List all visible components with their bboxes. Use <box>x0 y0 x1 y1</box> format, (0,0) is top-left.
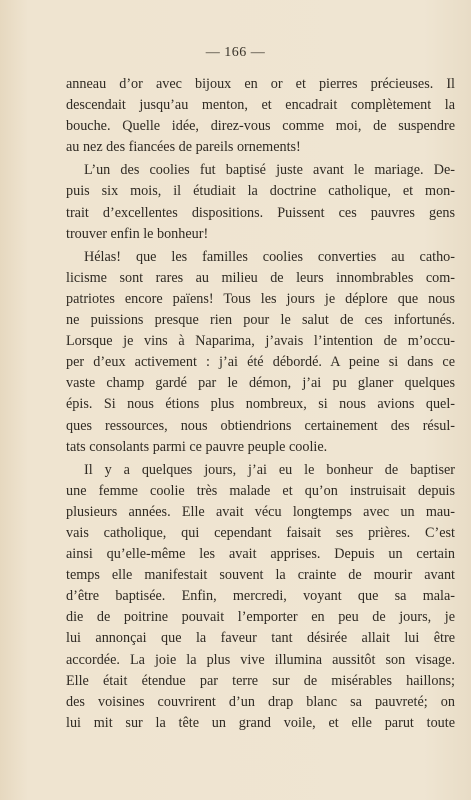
text-line: ainsi qu’elle-même les avait apprises. Depuis un certain <box>66 546 455 563</box>
text-line: accordée. La joie la plus vive illumina aussitôt son visage. <box>66 651 455 668</box>
text-line: tats consolants parmi ce pauvre peuple coolie. <box>66 438 328 455</box>
text-line: trait d’excellentes dispositions. Puissent ces pauvres gens <box>66 204 455 221</box>
paragraph <box>66 160 455 244</box>
text-line: au nez des fiancées de pareils ornements! <box>66 139 301 156</box>
text-line: Il y a quelques jours, j’ai eu le bonheur de baptiser <box>84 461 455 478</box>
paragraph <box>66 247 455 458</box>
paragraph <box>66 460 455 734</box>
text-line: lui annonçai que la faveur tant désirée allait lui être <box>66 630 455 647</box>
text-line: trouver enfin le bonheur! <box>66 225 209 242</box>
text-line: puis six mois, il étudiait la doctrine catholique, et mon- <box>66 183 455 200</box>
text-line: Hélas! que les familles coolies converties au catho- <box>84 248 455 265</box>
text-line: Elle était étendue par terre sur de misérables haillons; <box>66 672 455 689</box>
text-line: vais catholique, qui cependant faisait ses prières. C’est <box>66 524 455 541</box>
text-line: temps elle manifestait souvent la crainte de mourir avant <box>66 567 455 584</box>
paragraph <box>66 74 455 158</box>
text-line: plusieurs années. Elle avait vécu longtemps avec un mau- <box>66 503 455 520</box>
text-line: per d’eux activement : j’ai été débordé. A peine si dans ce <box>66 354 455 371</box>
text-line: d’être baptisée. Enfin, mercredi, voyant que sa mala- <box>66 588 455 605</box>
text-line: Lorsque je vins à Naparima, j’avais l’intention de m’occu- <box>66 333 455 350</box>
text-line: lui mit sur la tête un grand voile, et elle parut toute <box>66 714 455 731</box>
text-line: L’un des coolies fut baptisé juste avant le mariage. De- <box>84 162 455 179</box>
page-number: — 166 — <box>205 45 266 60</box>
text-line: épis. Si nous étions plus nombreux, si nous avions quel- <box>66 396 455 413</box>
text-line: bouche. Quelle idée, direz-vous comme moi, de suspendre <box>66 118 455 135</box>
text-line: licisme sont rares au milieu de leurs innombrables com- <box>66 269 455 286</box>
text-line: une femme coolie très malade et qu’on instruisait depuis <box>66 482 455 499</box>
text-line: ques ressources, nous obtiendrions certainement des résul- <box>66 417 455 434</box>
text-line: ne puissions presque rien pour le salut de ces infortunés. <box>66 312 455 329</box>
text-line: anneau d’or avec bijoux en or et pierres précieuses. Il <box>66 76 455 92</box>
text-line: descendait jusqu’au menton, et encadrait complètement la <box>66 97 455 114</box>
page-text <box>66 74 455 734</box>
text-line: vaste champ gardé par le démon, j’ai pu glaner quelques <box>66 375 455 392</box>
text-line: des voisines couvrirent d’un drap blanc sa pauvreté; on <box>66 693 455 710</box>
text-line: patriotes encore païens! Tous les jours je déplore que nous <box>66 290 455 307</box>
text-line: die de poitrine pouvait l’emporter en peu de jours, je <box>66 609 455 626</box>
